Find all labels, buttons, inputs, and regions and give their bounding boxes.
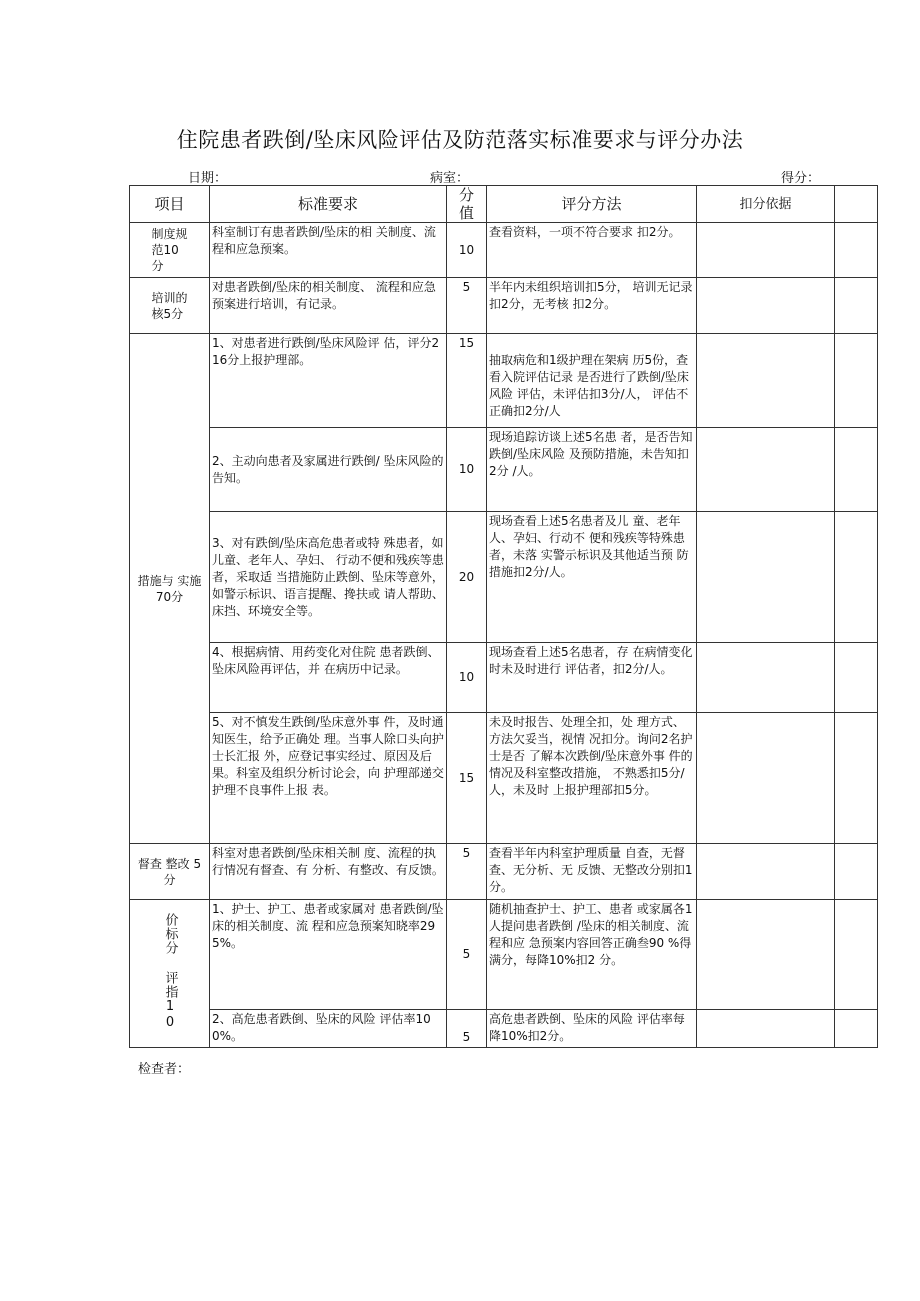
deduction-cell (697, 900, 835, 1010)
score-cell: 20 (447, 512, 487, 643)
header-row (130, 186, 878, 223)
score-cell: 15 (447, 334, 487, 428)
extra-cell (835, 844, 878, 900)
method-cell: 未及时报告、处理全扣，处 理方式、方法欠妥当，视情 况扣分。询问2名护士是否 了解本次跌倒/坠床意外事 件的情况及科室整改措施， 不熟悉扣5分/人，未及时 上报护理部扣5分。 (487, 713, 697, 844)
score-cell: 5 (447, 844, 487, 900)
extra-cell (835, 512, 878, 643)
method-cell: 现场追踪访谈上述5名患 者，是否告知跌倒/坠床风险 及预防措施，未告知扣2分 /人。 (487, 428, 697, 512)
section-item: 制度规范10分 (130, 223, 210, 278)
extra-cell (835, 428, 878, 512)
section-item: 价标分 评指10 (130, 900, 210, 1048)
score-cell: 5 (447, 900, 487, 1010)
method-cell: 查看半年内科室护理质量 自查，无督查、无分析、无 反馈、无整改分别扣1分。 (487, 844, 697, 900)
table-row (130, 278, 878, 334)
date-label: 日期： (188, 171, 228, 186)
deduction-cell (697, 278, 835, 334)
method-cell: 半年内未组织培训扣5分， 培训无记录扣2分，无考核 扣2分。 (487, 278, 697, 334)
table-row (130, 223, 878, 278)
table-row (130, 334, 878, 428)
table-row (130, 428, 878, 512)
ward-label: 病室： (430, 171, 470, 186)
document-title: 住院患者跌倒/坠床风险评估及防范落实标准要求与评分办法 (176, 128, 744, 152)
score-cell: 5 (447, 278, 487, 334)
extra-cell (835, 334, 878, 428)
header-score: 分值 (447, 186, 487, 223)
header-extra (835, 186, 878, 223)
table-row (130, 844, 878, 900)
header-item: 项目 (130, 186, 210, 223)
standard-cell: 2、高危患者跌倒、坠床的风险 评估率100%。 (210, 1010, 447, 1048)
table-row (130, 643, 878, 713)
header-method: 评分方法 (487, 186, 697, 223)
deduction-cell (697, 844, 835, 900)
method-cell: 查看资料，一项不符合要求 扣2分。 (487, 223, 697, 278)
deduction-cell (697, 643, 835, 713)
score-cell: 5 (447, 1010, 487, 1048)
deduction-cell (697, 512, 835, 643)
standard-cell: 5、对不慎发生跌倒/坠床意外事 件，及时通知医生，给予正确处 理。当事人除口头向护士长汇报 外，应登记事实经过、原因及后 果。科室及组织分析讨论会，向 护理部递交护理不良事件上报 表。 (210, 713, 447, 844)
extra-cell (835, 713, 878, 844)
score-cell: 10 (447, 428, 487, 512)
method-cell: 抽取病危和1级护理在架病 历5份，查看入院评估记录 是否进行了跌倒/坠床风险 评估，未评估扣3分/人， 评估不正确扣2分/人 (487, 334, 697, 428)
method-cell: 现场查看上述5名患者及儿 童、老年人、孕妇、行动不 便和残疾等特殊患者，未落 实警示标识及其他适当预 防措施扣2分/人。 (487, 512, 697, 643)
table-row (130, 512, 878, 643)
extra-cell (835, 643, 878, 713)
standard-cell: 1、对患者进行跌倒/坠床风险评 估，评分216分上报护理部。 (210, 334, 447, 428)
extra-cell (835, 223, 878, 278)
method-cell: 高危患者跌倒、坠床的风险 评估率每降10%扣2分。 (487, 1010, 697, 1048)
extra-cell (835, 278, 878, 334)
score-cell: 10 (447, 643, 487, 713)
header-standard: 标准要求 (210, 186, 447, 223)
standard-cell: 1、护士、护工、患者或家属对 患者跌倒/坠床的相关制度、流 程和应急预案知晓率295%。 (210, 900, 447, 1010)
deduction-cell (697, 1010, 835, 1048)
deduction-cell (697, 223, 835, 278)
table-row (130, 1010, 878, 1048)
score-label: 得分： (781, 171, 821, 186)
standard-cell: 科室制订有患者跌倒/坠床的相 关制度、流程和应急预案。 (210, 223, 447, 278)
deduction-cell (697, 334, 835, 428)
deduction-cell (697, 713, 835, 844)
extra-cell (835, 900, 878, 1010)
method-cell: 现场查看上述5名患者，存 在病情变化时未及时进行 评估者，扣2分/人。 (487, 643, 697, 713)
standard-cell: 4、根据病情、用药变化对住院 患者跌倒、坠床风险再评估，并 在病历中记录。 (210, 643, 447, 713)
extra-cell (835, 1010, 878, 1048)
standard-cell: 对患者跌倒/坠床的相关制度、 流程和应急预案进行培训，有记录。 (210, 278, 447, 334)
table-row (130, 713, 878, 844)
deduction-cell (697, 428, 835, 512)
section-item: 培训的核5分 (130, 278, 210, 334)
header-deduction: 扣分依据 (697, 186, 835, 223)
standard-cell: 3、对有跌倒/坠床高危患者或特 殊患者，如儿童、老年人、孕妇、 行动不便和残疾等患者，采取适 当措施防止跌倒、坠床等意外， 如警示标识、语言提醒、搀扶或 请人帮助、床挡、环境安全等。 (210, 512, 447, 643)
table-row (130, 900, 878, 1010)
score-cell: 10 (447, 223, 487, 278)
method-cell: 随机抽查护士、护工、患者 或家属各1人提问患者跌倒 /坠床的相关制度、流程和应 急预案内容回答正确叁90 %得满分，每降10%扣2 分。 (487, 900, 697, 1010)
standard-cell: 2、主动向患者及家属进行跌倒/ 坠床风险的告知。 (210, 428, 447, 512)
checker-label: 检查者： (138, 1062, 191, 1077)
section-item: 督查 整改 5分 (130, 844, 210, 900)
standard-cell: 科室对患者跌倒/坠床相关制 度、流程的执行情况有督查、有 分析、有整改、有反馈。 (210, 844, 447, 900)
scoring-table (129, 185, 878, 1048)
score-cell: 15 (447, 713, 487, 844)
section-item: 措施与 实施 70分 (130, 334, 210, 844)
